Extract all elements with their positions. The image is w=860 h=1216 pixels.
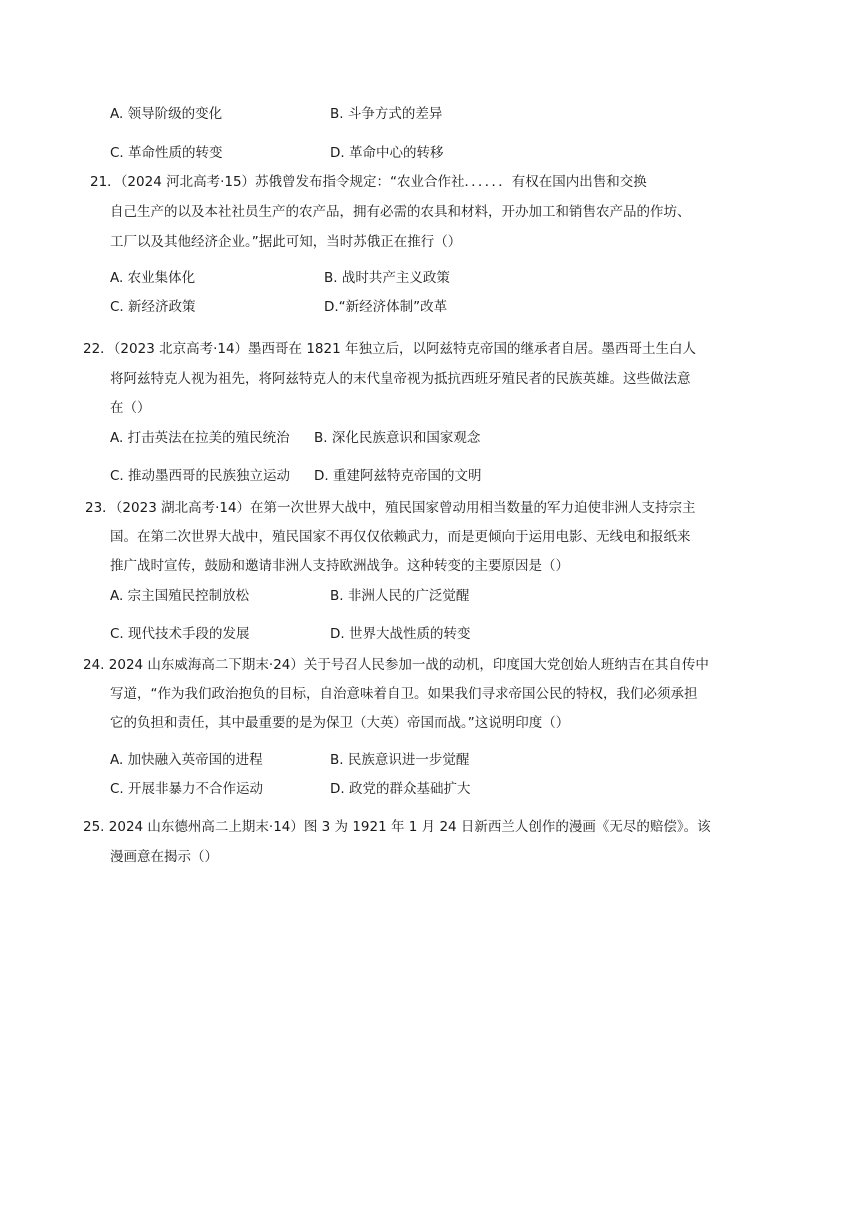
q24-option-a: A. 加快融入英帝国的进程 xyxy=(110,752,263,768)
q24-option-d: D. 政党的群众基础扩大 xyxy=(330,781,471,797)
q24-option-c: C. 开展非暴力不合作运动 xyxy=(110,781,264,797)
q23-stem-line-1: 23．（2023 湖北高考·14）在第一次世界大战中，殖民国家曾动用相当数量的军力迫使非洲人支持宗主 xyxy=(85,500,696,516)
q21-option-d: D.“新经济体制”改革 xyxy=(324,299,448,315)
q22-option-d: D. 重建阿兹特克帝国的文明 xyxy=(314,468,482,484)
q21-option-a: A. 农业集体化 xyxy=(110,270,196,286)
q22-option-b: B. 深化民族意识和国家观念 xyxy=(314,430,481,446)
q24-stem-line-3: 它的负担和责任，其中最重要的是为保卫（大英）帝国而战。”这说明印度（） xyxy=(110,715,570,731)
q22-stem-line-2: 将阿兹特克人视为祖先，将阿兹特克人的末代皇帝视为抵抗西班牙殖民者的民族英雄。这些做法意 xyxy=(110,371,691,387)
q20-option-c: C. 革命性质的转变 xyxy=(110,145,223,161)
q21-option-b: B. 战时共产主义政策 xyxy=(324,270,450,286)
q21-stem-line-3: 工厂以及其他经济企业。”据此可知，当时苏俄正在推行（） xyxy=(110,234,462,250)
q23-option-a: A. 宗主国殖民控制放松 xyxy=(110,588,250,604)
q22-stem-line-1: 22．（2023 北京高考·14）墨西哥在 1821 年独立后，以阿兹特克帝国的继承者自居。墨西哥土生白人 xyxy=(83,341,696,357)
q25-stem-line-2: 漫画意在揭示（） xyxy=(110,849,218,865)
q21-option-c: C. 新经济政策 xyxy=(110,299,196,315)
q23-stem-line-2: 国。在第二次世界大战中，殖民国家不再仅仅依赖武力，而是更倾向于运用电影、无线电和报纸来 xyxy=(110,529,691,545)
q22-option-a: A. 打击英法在拉美的殖民统治 xyxy=(110,430,290,446)
q22-option-c: C. 推动墨西哥的民族独立运动 xyxy=(110,468,291,484)
q25-stem-line-1: 25. 2024 山东德州高二上期末·14）图 3 为 1921 年 1 月 24 日新西兰人创作的漫画《无尽的赔偿》。该 xyxy=(83,819,711,835)
q23-option-c: C. 现代技术手段的发展 xyxy=(110,626,250,642)
q21-stem-line-2: 自己生产的以及本社社员生产的农产品，拥有必需的农具和材料，开办加工和销售农产品的作坊、 xyxy=(110,204,691,220)
q24-stem-line-2: 写道，“作为我们政治抱负的目标，自治意味着自卫。如果我们寻求帝国公民的特权，我们必须承担 xyxy=(110,686,698,702)
q23-stem-line-3: 推广战时宣传，鼓励和邀请非洲人支持欧洲战争。这种转变的主要原因是（） xyxy=(110,558,569,574)
q21-stem-line-1: 21．（2024 河北高考·15）苏俄曾发布指令规定：“农业合作社．．．．．．有权在国内出售和交换 xyxy=(90,174,647,190)
q20-option-a: A. 领导阶级的变化 xyxy=(110,106,223,122)
q20-option-d: D. 革命中心的转移 xyxy=(330,145,444,161)
q23-option-d: D. 世界大战性质的转变 xyxy=(330,626,471,642)
q20-option-b: B. 斗争方式的差异 xyxy=(330,106,443,122)
q22-stem-line-3: 在（） xyxy=(110,400,151,416)
q24-option-b: B. 民族意识进一步觉醒 xyxy=(330,752,470,768)
q24-stem-line-1: 24. 2024 山东威海高二下期末·24）关于号召人民参加一战的动机，印度国大党创始人班纳吉在其自传中 xyxy=(83,657,709,673)
q23-option-b: B. 非洲人民的广泛觉醒 xyxy=(330,588,470,604)
